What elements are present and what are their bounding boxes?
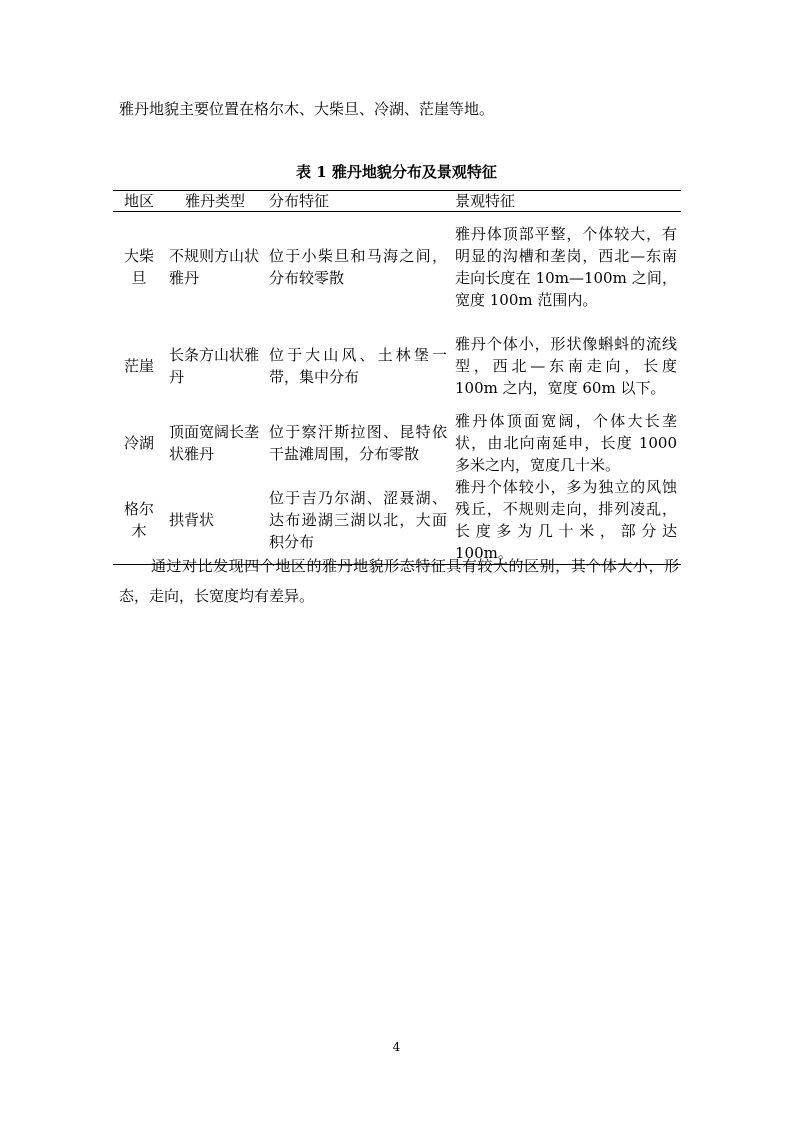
cell-region: 大柴旦 <box>123 246 154 287</box>
header-region: 地区 <box>113 191 165 212</box>
cell-region: 格尔木 <box>113 476 165 565</box>
table-row <box>113 212 681 322</box>
cell-distribution: 位于察汗斯拉图、昆特依干盐滩周围，分布零散 <box>269 422 447 463</box>
table-row <box>113 410 681 476</box>
cell-landscape: 雅丹体顶部平整，个体较大，有明显的沟槽和垄岗，西北—东南走向长度在 10m—100m 之间，宽度 100m 范围内。 <box>455 224 677 309</box>
table-header-row <box>113 191 681 212</box>
cell-landscape: 雅丹体顶面宽阔，个体大长垄状，由北向南延申，长度 1000 多米之内，宽度几十米。 <box>455 411 677 474</box>
cell-landscape: 雅丹个体小，形状像蝌蚪的流线型，西北—东南走向，长度 100m 之内，宽度 60m 以下。 <box>455 334 677 397</box>
cell-distribution: 位于小柴旦和马海之间，分布较零散 <box>269 246 447 287</box>
cell-region: 冷湖 <box>123 433 154 452</box>
cell-type: 长条方山状雅丹 <box>169 345 260 386</box>
header-type: 雅丹类型 <box>165 191 265 212</box>
header-landscape: 景观特征 <box>451 191 681 212</box>
table-row <box>113 322 681 410</box>
cell-region: 茫崖 <box>123 356 154 375</box>
cell-distribution: 位于大山风、土林堡一带，集中分布 <box>269 345 447 386</box>
header-distribution: 分布特征 <box>265 191 451 212</box>
cell-distribution: 位于吉乃尔湖、涩聂湖、达布逊湖三湖以北，大面积分布 <box>265 476 451 565</box>
page-number: 4 <box>392 1040 401 1054</box>
cell-type: 顶面宽阔长垄状雅丹 <box>169 422 260 463</box>
intro-paragraph: 雅丹地貌主要位置在格尔木、大柴旦、冷湖、茫崖等地。 <box>119 100 495 118</box>
cell-type: 拱背状 <box>165 476 265 565</box>
cell-type: 不规则方山状雅丹 <box>169 246 260 287</box>
cell-landscape: 雅丹个体较小，多为独立的风蚀残丘，不规则走向，排列凌乱，长度多为几十米，部分达 100m。 <box>451 476 681 565</box>
landform-table <box>113 190 681 565</box>
table-caption: 表 1 雅丹地貌分布及景观特征 <box>296 163 497 181</box>
conclusion-paragraph: 通过对比发现四个地区的雅丹地貌形态特征具有较大的区别，其个体大小，形态，走向，长宽度均有差异。 <box>119 557 679 605</box>
